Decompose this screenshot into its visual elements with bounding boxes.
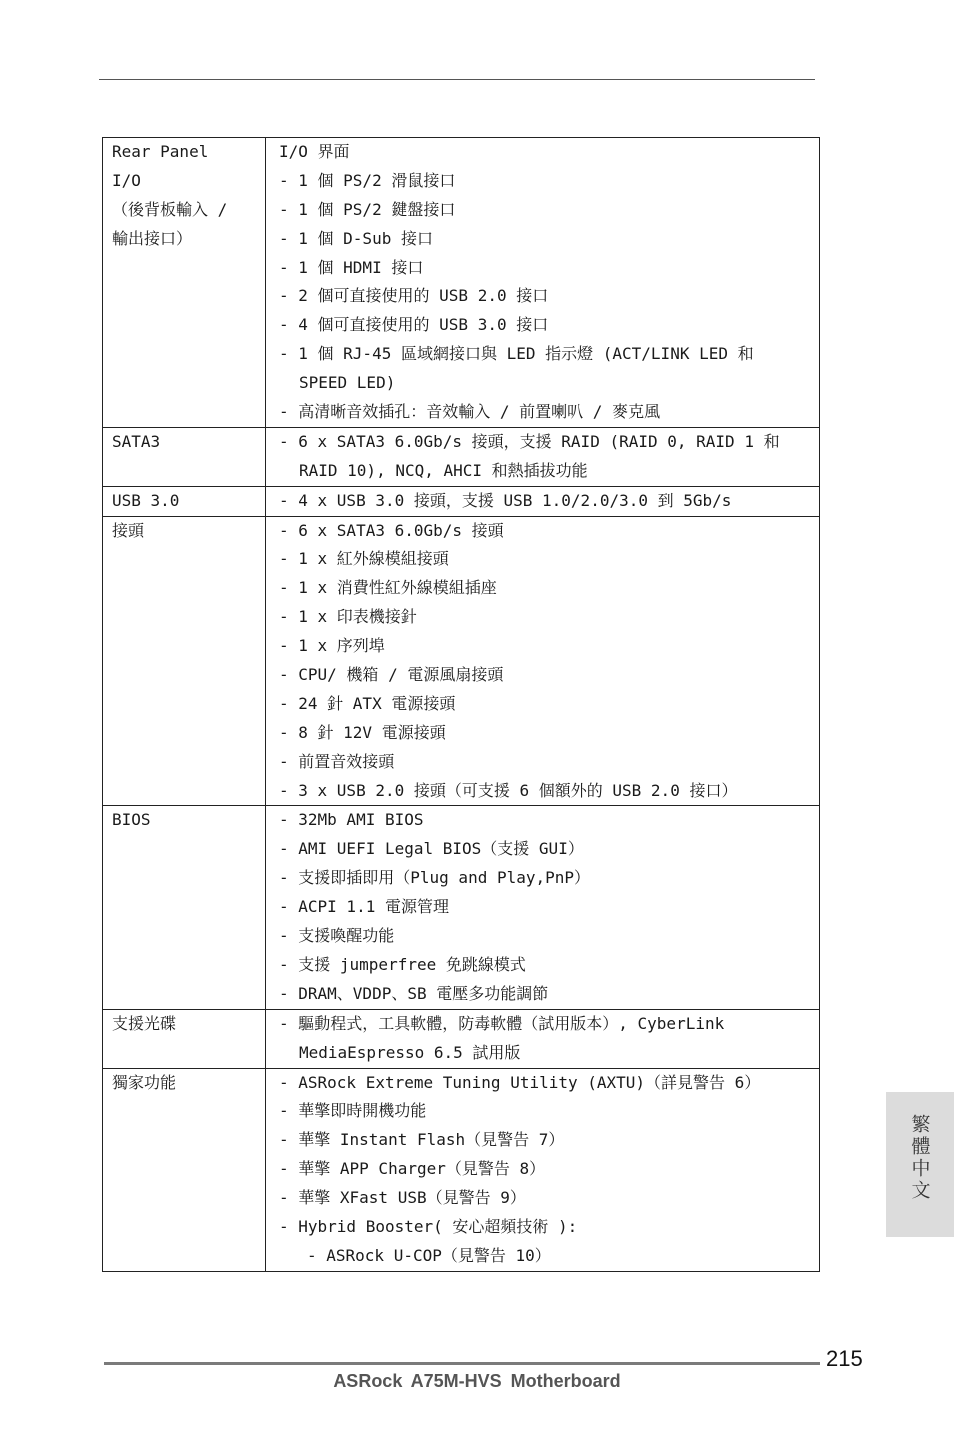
value-line: - 驅動程式，工具軟體，防毒軟體（試用版本）, CyberLink bbox=[279, 1013, 725, 1033]
value-line: - 支援即插即用（Plug and Play,PnP） bbox=[279, 868, 591, 888]
page-number: 215 bbox=[826, 1346, 863, 1371]
value-line: - 1 個 RJ-45 區域網接口與 LED 指示燈 (ACT/LINK LED 和 bbox=[279, 344, 754, 364]
label-line: USB 3.0 bbox=[112, 490, 180, 510]
value-line: - 4 個可直接使用的 USB 3.0 接口 bbox=[279, 315, 549, 335]
value-line: - 1 x 消費性紅外線模組插座 bbox=[279, 578, 497, 598]
value-line: - ACPI 1.1 電源管理 bbox=[279, 897, 449, 917]
row-label bbox=[103, 1068, 266, 1271]
value-line: - 前置音效接頭 bbox=[279, 751, 395, 771]
value-line: - 8 針 12V 電源接頭 bbox=[279, 722, 446, 742]
row-value bbox=[266, 1068, 820, 1271]
label-line: 獨家功能 bbox=[112, 1072, 177, 1092]
value-line: RAID 10), NCQ, AHCI 和熱插拔功能 bbox=[299, 460, 588, 480]
row-label bbox=[103, 806, 266, 1009]
value-line: - 1 個 PS/2 鍵盤接口 bbox=[279, 199, 456, 219]
label-line: Rear Panel bbox=[112, 142, 209, 161]
value-line: - ASRock U-COP（見警告 10） bbox=[307, 1245, 551, 1265]
value-line: - DRAM、VDDP、SB 電壓多功能調節 bbox=[279, 983, 549, 1003]
value-line: - 3 x USB 2.0 接頭（可支援 6 個額外的 USB 2.0 接口） bbox=[279, 780, 738, 800]
footer-title: ASRock A75M-HVS Motherboard bbox=[333, 1371, 621, 1391]
value-line: - ASRock Extreme Tuning Utility (AXTU)（詳見警告 6） bbox=[279, 1072, 761, 1092]
row-label bbox=[103, 1009, 266, 1068]
row-label bbox=[103, 486, 266, 516]
table-row bbox=[103, 486, 820, 516]
row-value bbox=[266, 427, 820, 486]
value-line: SPEED LED) bbox=[299, 373, 396, 393]
value-line: - 32Mb AMI BIOS bbox=[279, 810, 424, 830]
value-line: - 華擎 APP Charger（見警告 8） bbox=[279, 1159, 546, 1179]
label-line: （後背板輸入 / bbox=[112, 199, 228, 219]
table-row bbox=[103, 806, 820, 1009]
value-line: - 華擎 XFast USB（見警告 9） bbox=[279, 1188, 526, 1208]
table-row bbox=[103, 1068, 820, 1271]
value-line: - AMI UEFI Legal BIOS（支援 GUI） bbox=[279, 839, 584, 859]
row-value bbox=[266, 1009, 820, 1068]
label-line: SATA3 bbox=[112, 431, 161, 451]
value-line: - 支援 jumperfree 免跳線模式 bbox=[279, 954, 526, 974]
row-value bbox=[266, 138, 820, 428]
value-line: - 1 個 D-Sub 接口 bbox=[279, 228, 433, 248]
label-line: 接頭 bbox=[112, 520, 145, 540]
table-row bbox=[103, 138, 820, 428]
label-line: 支援光碟 bbox=[112, 1013, 177, 1033]
row-value bbox=[266, 806, 820, 1009]
label-line: 輸出接口） bbox=[112, 228, 193, 248]
value-line: - 2 個可直接使用的 USB 2.0 接口 bbox=[279, 286, 549, 306]
value-line: - 24 針 ATX 電源接頭 bbox=[279, 693, 456, 713]
value-line: - 高清晰音效插孔：音效輸入 / 前置喇叭 / 麥克風 bbox=[279, 402, 661, 422]
value-line: - CPU/ 機箱 / 電源風扇接頭 bbox=[279, 665, 504, 685]
row-label bbox=[103, 516, 266, 806]
table-row bbox=[103, 427, 820, 486]
value-line: - Hybrid Booster( 安心超頻技術 ): bbox=[279, 1216, 578, 1236]
row-value bbox=[266, 486, 820, 516]
label-line: I/O bbox=[112, 170, 141, 190]
value-line: - 4 x USB 3.0 接頭，支援 USB 1.0/2.0/3.0 到 5Gb/s bbox=[279, 490, 732, 510]
value-line: - 華擎 Instant Flash（見警告 7） bbox=[279, 1130, 565, 1150]
table-row bbox=[103, 516, 820, 806]
value-line: - 6 x SATA3 6.0Gb/s 接頭，支援 RAID (RAID 0, RAID 1 和 bbox=[279, 431, 780, 451]
footer-rule bbox=[104, 1362, 820, 1365]
value-line: - 6 x SATA3 6.0Gb/s 接頭 bbox=[279, 520, 504, 540]
row-label bbox=[103, 427, 266, 486]
row-value bbox=[266, 516, 820, 806]
language-label: 繁體中文 bbox=[908, 1114, 931, 1202]
language-side-tab bbox=[886, 1092, 954, 1237]
table-row bbox=[103, 1009, 820, 1068]
row-label bbox=[103, 138, 266, 428]
header-rule bbox=[99, 79, 815, 80]
value-line: - 支援喚醒功能 bbox=[279, 926, 395, 946]
value-line: - 1 x 序列埠 bbox=[279, 636, 385, 656]
value-line: MediaEspresso 6.5 試用版 bbox=[299, 1042, 521, 1062]
value-line: I/O 界面 bbox=[279, 142, 350, 161]
value-line: - 1 x 印表機接針 bbox=[279, 607, 417, 627]
value-line: - 1 x 紅外線模組接頭 bbox=[279, 549, 449, 569]
value-line: - 1 個 PS/2 滑鼠接口 bbox=[279, 170, 456, 190]
value-line: - 1 個 HDMI 接口 bbox=[279, 257, 424, 277]
label-line: BIOS bbox=[112, 810, 151, 830]
spec-table bbox=[102, 137, 820, 1272]
value-line: - 華擎即時開機功能 bbox=[279, 1101, 427, 1121]
